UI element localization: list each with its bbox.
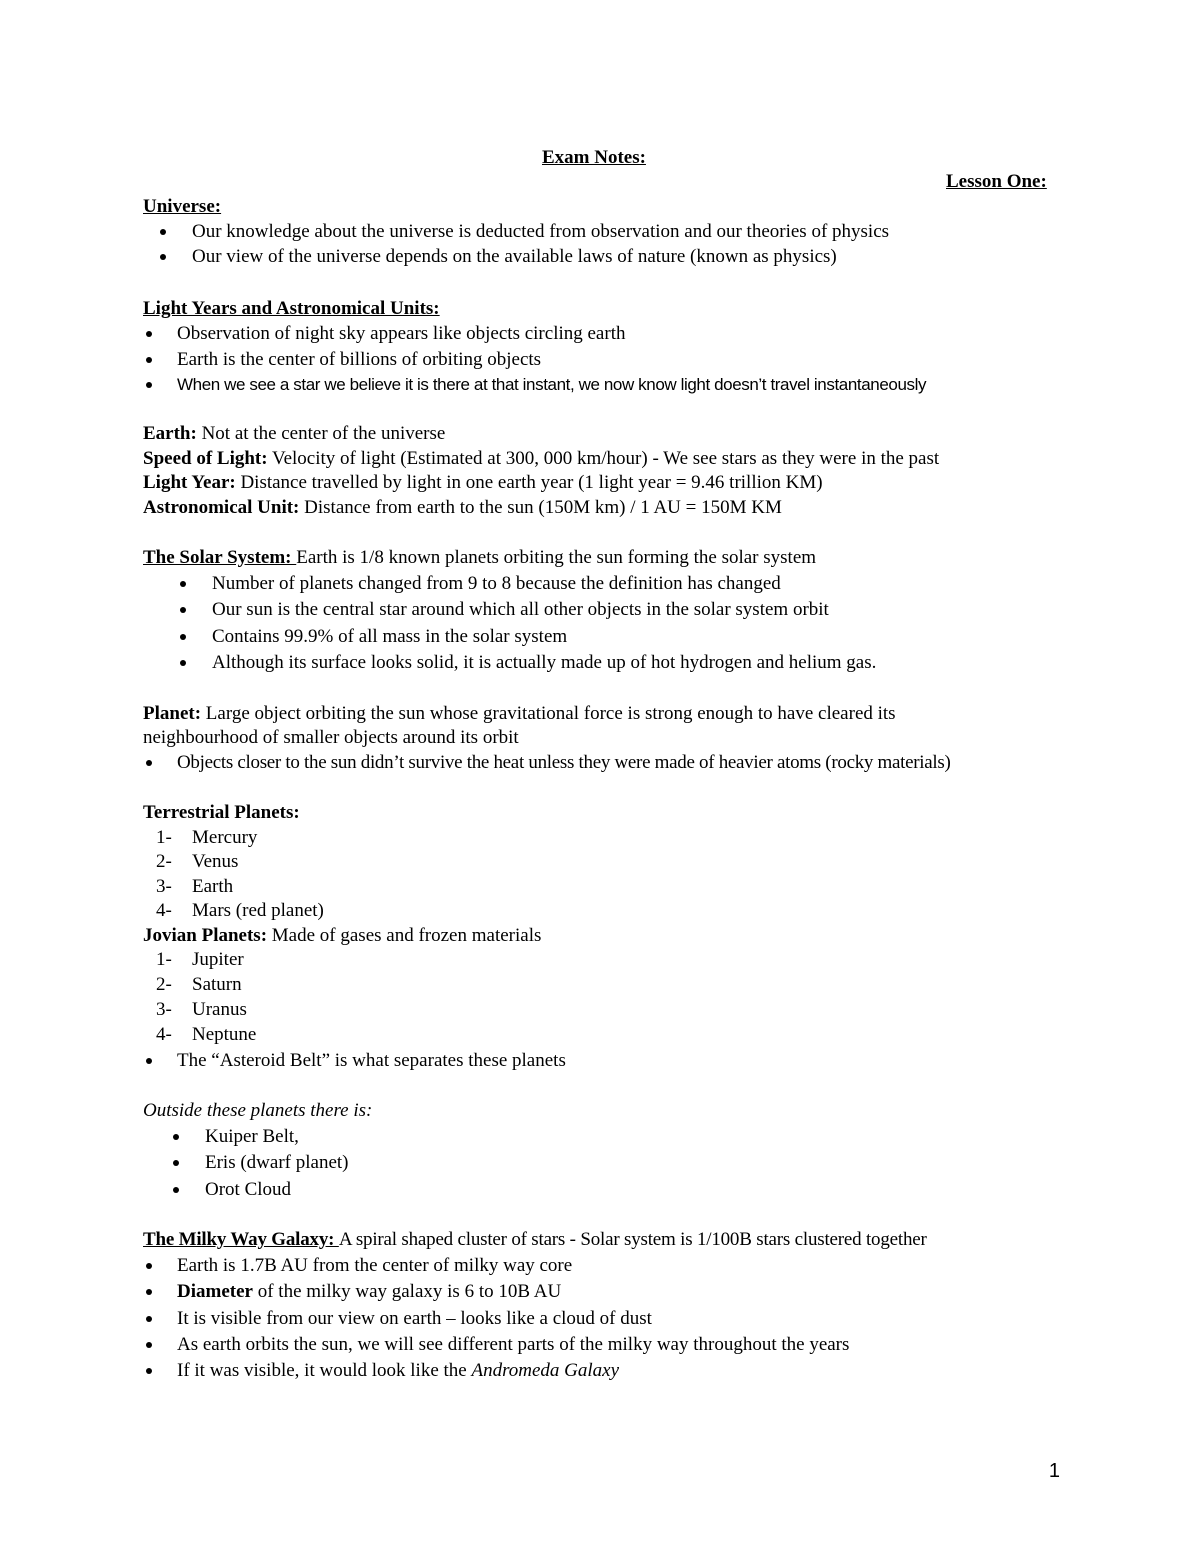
page-number: 1 <box>1048 1460 1060 1482</box>
jovian-item-neptune: Neptune <box>192 1024 257 1045</box>
bullet-icon <box>180 660 186 666</box>
universe-bullet-1: Our knowledge about the universe is deducted from observation and our theories of physics <box>192 221 890 242</box>
planet-definition-line-1 <box>143 702 896 726</box>
jovian-item-saturn: Saturn <box>192 974 242 995</box>
definition-term: Speed of Light: <box>143 448 268 469</box>
bullet-icon <box>146 760 152 766</box>
bullet-icon <box>173 1134 179 1140</box>
outside-heading: Outside these planets there is: <box>143 1100 373 1121</box>
outside-item-kuiper-belt: Kuiper Belt, <box>205 1126 299 1147</box>
bullet-icon <box>146 357 152 363</box>
milky-way-heading: The Milky Way Galaxy: <box>143 1229 339 1250</box>
solar-system-bullet-3: Contains 99.9% of all mass in the solar system <box>212 626 568 647</box>
milky-way-line <box>143 1228 927 1252</box>
list-number: 1- <box>156 949 172 970</box>
list-number: 2- <box>156 851 172 872</box>
jovian-bullet: The “Asteroid Belt” is what separates these planets <box>177 1050 566 1071</box>
definition-term: Astronomical Unit: <box>143 497 300 518</box>
document-title: Exam Notes: <box>542 147 646 168</box>
planet-text: Large object orbiting the sun whose gravitational force is strong enough to have cleared its <box>201 703 896 724</box>
bullet-icon <box>146 1368 152 1374</box>
bullet-icon <box>146 1263 152 1269</box>
solar-system-bullet-4: Although its surface looks solid, it is actually made up of hot hydrogen and helium gas. <box>212 652 877 673</box>
list-number: 4- <box>156 1024 172 1045</box>
universe-heading: Universe: <box>143 196 222 217</box>
list-number: 3- <box>156 999 172 1020</box>
bullet-icon <box>146 1342 152 1348</box>
terrestrial-item-earth: Earth <box>192 876 234 897</box>
milky-way-bullet-1: Earth is 1.7B AU from the center of milky way core <box>177 1255 573 1276</box>
definition-text: Not at the center of the universe <box>196 423 446 444</box>
bullet-icon <box>160 229 166 235</box>
definition-light-year <box>143 471 823 495</box>
definition-astronomical-unit <box>143 496 782 520</box>
bullet-icon <box>146 1058 152 1064</box>
universe-bullet-2: Our view of the universe depends on the available laws of nature (known as physics) <box>192 246 837 267</box>
outside-item-eris: Eris (dwarf planet) <box>205 1152 349 1173</box>
light-years-bullet-1: Observation of night sky appears like objects circling earth <box>177 323 626 344</box>
terrestrial-item-mercury: Mercury <box>192 827 258 848</box>
solar-system-text: Earth is 1/8 known planets orbiting the sun forming the solar system <box>296 547 817 568</box>
definition-text: Distance from earth to the sun (150M km) / 1 AU = 150M KM <box>299 497 782 518</box>
definition-speed-of-light <box>143 447 939 471</box>
light-years-heading: Light Years and Astronomical Units: <box>143 298 440 319</box>
lesson-label: Lesson One: <box>946 171 1047 192</box>
list-number: 1- <box>156 827 172 848</box>
definition-text: Distance travelled by light in one earth year (1 light year = 9.46 trillion KM) <box>235 472 823 493</box>
bullet-icon <box>160 254 166 260</box>
solar-system-heading: The Solar System: <box>143 547 297 568</box>
bullet-icon <box>146 382 152 388</box>
jovian-text: Made of gases and frozen materials <box>267 925 542 946</box>
terrestrial-item-mars: Mars (red planet) <box>192 900 324 921</box>
andromeda-galaxy: Andromeda Galaxy <box>471 1360 620 1381</box>
bullet-icon <box>146 1316 152 1322</box>
outside-item-orot-cloud: Orot Cloud <box>205 1179 292 1200</box>
definition-text: Velocity of light (Estimated at 300, 000 km/hour) - We see stars as they were in the past <box>267 448 940 469</box>
jovian-heading: Jovian Planets: <box>143 925 268 946</box>
bullet-icon <box>180 634 186 640</box>
milky-way-bullet-3: It is visible from our view on earth – looks like a cloud of dust <box>177 1308 652 1329</box>
list-number: 4- <box>156 900 172 921</box>
jovian-item-uranus: Uranus <box>192 999 247 1020</box>
bullet-icon <box>180 581 186 587</box>
definition-term: Light Year: <box>143 472 236 493</box>
milky-way-bullet-4: As earth orbits the sun, we will see different parts of the milky way throughout the years <box>177 1334 850 1355</box>
definition-term: Earth: <box>143 423 197 444</box>
solar-system-bullet-1: Number of planets changed from 9 to 8 because the definition has changed <box>212 573 781 594</box>
terrestrial-item-venus: Venus <box>192 851 239 872</box>
planet-definition-line-2: neighbourhood of smaller objects around its orbit <box>143 727 519 748</box>
milky-way-bullet-5 <box>177 1359 619 1383</box>
list-number: 3- <box>156 876 172 897</box>
definition-earth <box>143 422 445 446</box>
light-years-bullet-3: When we see a star we believe it is there at that instant, we now know light doesn’t travel instantaneously <box>177 375 927 394</box>
andromeda-prefix: If it was visible, it would look like the <box>177 1360 472 1381</box>
bullet-icon <box>146 1289 152 1295</box>
terrestrial-heading: Terrestrial Planets: <box>143 802 300 823</box>
planet-term: Planet: <box>143 703 202 724</box>
bullet-icon <box>146 331 152 337</box>
diameter-term: Diameter <box>177 1281 253 1302</box>
light-years-bullet-2: Earth is the center of billions of orbiting objects <box>177 349 542 370</box>
bullet-icon <box>173 1187 179 1193</box>
milky-way-bullet-2 <box>177 1280 561 1304</box>
bullet-icon <box>180 607 186 613</box>
milky-way-text: A spiral shaped cluster of stars - Solar system is 1/100B stars clustered together <box>338 1229 927 1250</box>
solar-system-bullet-2: Our sun is the central star around which all other objects in the solar system orbit <box>212 599 829 620</box>
jovian-line <box>143 924 541 948</box>
list-number: 2- <box>156 974 172 995</box>
solar-system-line <box>143 546 816 570</box>
diameter-text: of the milky way galaxy is 6 to 10B AU <box>252 1281 562 1302</box>
bullet-icon <box>173 1160 179 1166</box>
planet-bullet: Objects closer to the sun didn’t survive the heat unless they were made of heavier atoms (rocky materials) <box>177 752 951 773</box>
jovian-item-jupiter: Jupiter <box>192 949 244 970</box>
